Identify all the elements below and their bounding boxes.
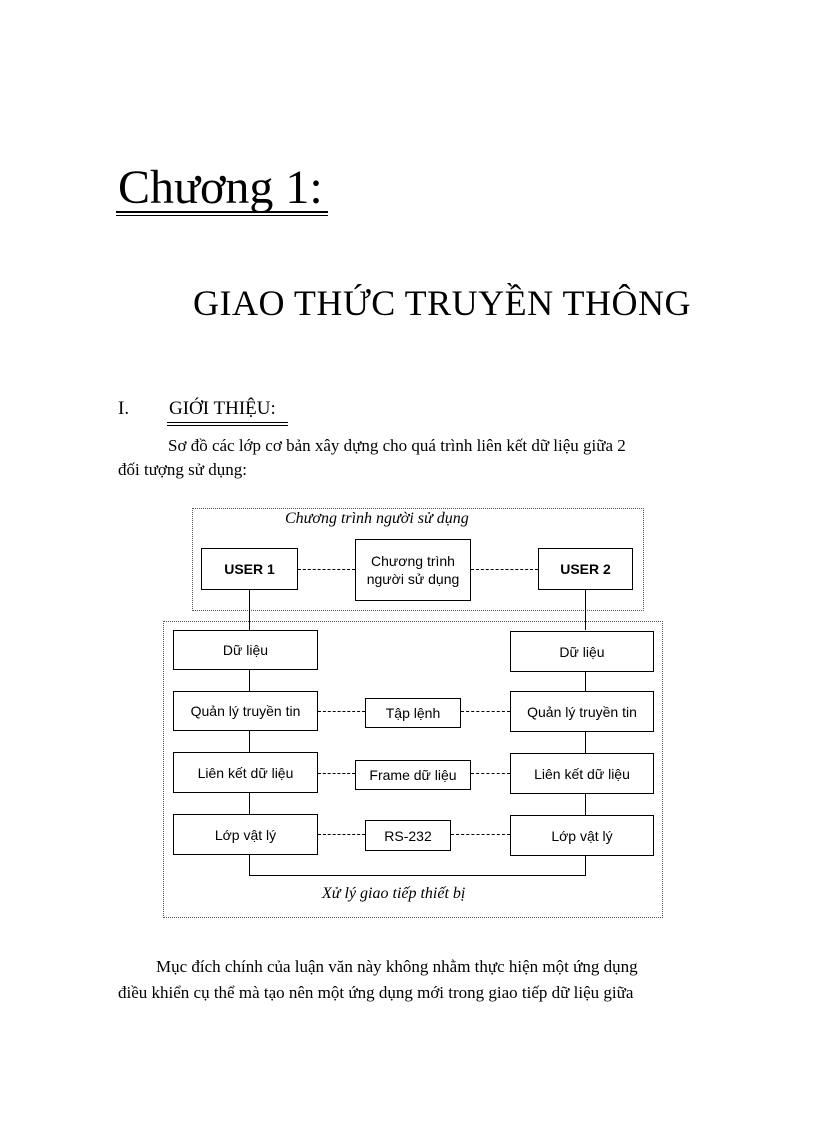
data-frame-box — [355, 760, 471, 790]
right-data-label: Dữ liệu — [559, 643, 605, 660]
dashed-connector — [318, 834, 365, 835]
right-datalink-label: Liên kết dữ liệu — [534, 765, 630, 782]
right-comm-mgmt-box — [510, 691, 654, 732]
section-underline — [167, 422, 288, 426]
left-datalink-label: Liên kết dữ liệu — [197, 764, 294, 781]
left-physical-box — [173, 814, 318, 855]
dashed-connector — [471, 773, 510, 774]
dashed-connector — [461, 711, 510, 712]
connector-line — [249, 590, 250, 630]
left-physical-label: Lớp vật lý — [214, 826, 277, 843]
command-set-box — [365, 698, 461, 728]
command-set-label: Tập lệnh — [385, 705, 441, 721]
user2-label: USER 2 — [560, 561, 611, 577]
dashed-connector — [318, 711, 365, 712]
body-line-2: điều khiển cụ thể mà tạo nên một ứng dụng mới trong giao tiếp dữ liệu giữa — [118, 983, 634, 1002]
user2-box — [538, 548, 633, 590]
rs232-box — [365, 820, 451, 851]
intro-line-1: Sơ đồ các lớp cơ bản xây dựng cho quá trình liên kết dữ liệu giữa 2 — [168, 436, 626, 455]
dashed-connector — [318, 773, 355, 774]
user1-label: USER 1 — [224, 561, 275, 577]
user1-box — [201, 548, 298, 590]
right-comm-mgmt-label: Quản lý truyền tin — [527, 703, 637, 720]
data-frame-label: Frame dữ liệu — [369, 767, 457, 783]
user-program-box — [355, 539, 471, 601]
user-program-group-label: Chương trình người sử dụng — [285, 510, 469, 527]
dashed-connector — [298, 569, 355, 570]
connector-line — [585, 590, 586, 630]
user-program-line-2: người sử dụng — [366, 571, 460, 587]
intro-line-2: đối tượng sử dụng: — [118, 460, 247, 479]
device-interface-group-label: Xử lý giao tiếp thiết bị — [322, 885, 466, 902]
left-data-box — [173, 630, 318, 670]
left-comm-mgmt-box — [173, 691, 318, 731]
rs232-label: RS-232 — [384, 827, 432, 844]
chapter-underline — [116, 211, 328, 216]
body-line-1: Mục đích chính của luận văn này không nhằm thực hiện một ứng dụng — [156, 957, 638, 976]
chapter-title: GIAO THỨC TRUYỀN THÔNG — [193, 283, 691, 323]
section-number: I. — [118, 398, 130, 419]
chapter-heading: Chương 1: — [118, 161, 323, 214]
section-title: GIỚI THIỆU: — [169, 398, 276, 419]
right-data-box — [510, 631, 654, 672]
dashed-connector — [471, 569, 538, 570]
left-comm-mgmt-label: Quản lý truyền tin — [190, 703, 301, 719]
right-physical-label: Lớp vật lý — [551, 827, 613, 844]
user-program-line-1: Chương trình — [371, 553, 455, 569]
right-physical-box — [510, 815, 654, 856]
dashed-connector — [451, 834, 510, 835]
connector-line — [249, 875, 586, 876]
left-data-label: Dữ liệu — [222, 642, 269, 658]
right-datalink-box — [510, 753, 654, 794]
left-datalink-box — [173, 752, 318, 793]
